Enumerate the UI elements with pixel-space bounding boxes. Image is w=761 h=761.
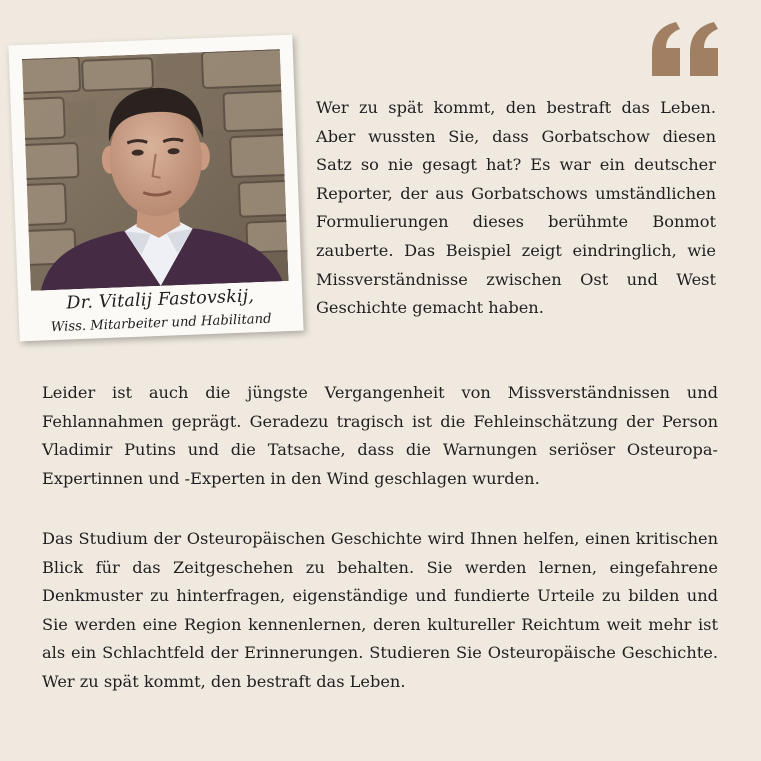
portrait-role: Wiss. Mitarbeiter und Habilitand [50,311,272,336]
portrait-name: Dr. Vitalij Fastovskij, [66,286,255,314]
portrait-card [8,35,303,342]
paragraph-1: Leider ist auch die jüngste Vergangenheit von Missverständnissen und Fehlannahmen geprägt. Geradezu tragisch ist die Fehleinschätzung der Person Vladimir Putins und die Tatsache, dass die Warnungen seriöser Osteuropa-Expertinnen und -Experten in den Wind geschlagen wurden. [42,383,718,488]
quote-text: Wer zu spät kommt, den bestraft das Leben. Aber wussten Sie, dass Gorbatschow diesen Satz so nie gesagt hat? Es war ein deutscher Reporter, der aus Gorbatschows umständlichen Formulierungen dieses berühmte Bonmot zauberte. Das Beispiel zeigt eindringlich, wie Missverständnisse zwischen Ost und West Geschichte gemacht haben. [316,98,716,318]
quotation-mark-icon [650,22,722,78]
portrait-photo [22,49,289,291]
paragraph-2: Das Studium der Osteuropäischen Geschichte wird Ihnen helfen, einen kritischen Blick für das Zeitgeschehen zu behalten. Sie werden lernen, eingefahrene Denkmuster zu hinterfragen, eigenständige und fundierte Urteile zu bilden und Sie werden eine Region kennenlernen, deren kultureller Reichtum weit mehr ist als ein Schlachtfeld der Erinnerungen. Studieren Sie Osteuropäische Geschichte. Wer zu spät kommt, den bestraft das Leben. [42,529,718,691]
